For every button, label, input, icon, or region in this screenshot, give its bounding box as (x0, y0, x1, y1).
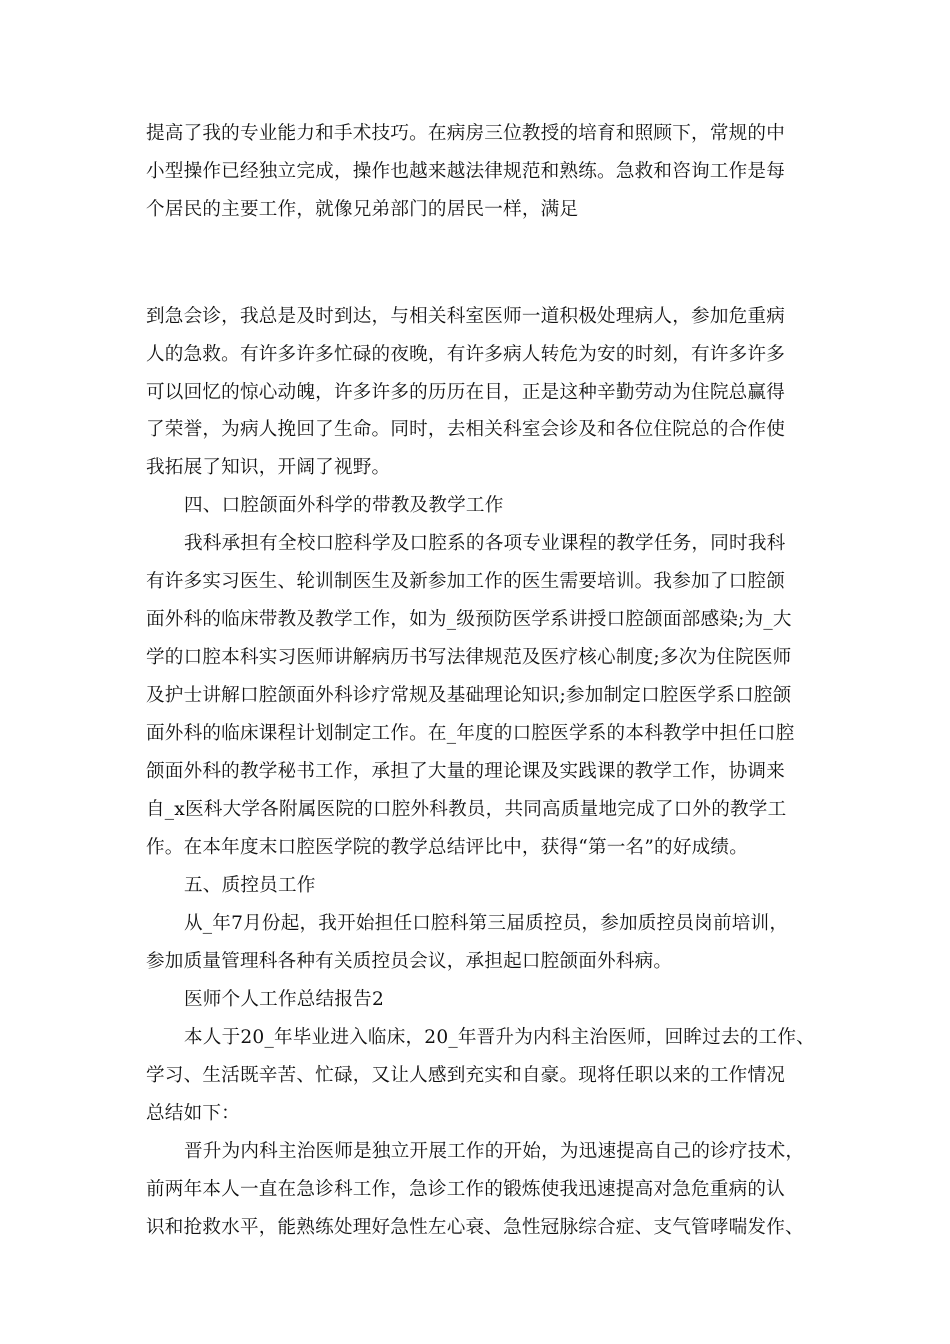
report-title: 医师个人工作总结报告2 (184, 989, 384, 1010)
text-line: 本人于20_年毕业进入临床，20_年晋升为内科主治医师，回眸过去的工作、 (184, 1027, 815, 1048)
text-line: 及护士讲解口腔颌面外科诊疗常规及基础理论知识;参加制定口腔医学系口腔颌 (146, 685, 792, 706)
text-line: 学的口腔本科实习医师讲解病历书写法律规范及医疗核心制度;多次为住院医师 (146, 647, 792, 668)
text-line: 人的急救。有许多许多忙碌的夜晚，有许多病人转危为安的时刻，有许多许多 (146, 344, 785, 365)
text-line: 总结如下： (146, 1103, 240, 1124)
text-line: 小型操作已经独立完成，操作也越来越法律规范和熟练。急救和咨询工作是每 (146, 161, 785, 182)
text-line: 我科承担有全校口腔科学及口腔系的各项专业课程的教学任务，同时我科 (184, 533, 786, 554)
text-line: 自_x医科大学各附属医院的口腔外科教员，共同高质量地完成了口外的教学工 (146, 799, 787, 820)
text-line: 颌面外科的教学秘书工作，承担了大量的理论课及实践课的教学工作，协调来 (146, 761, 785, 782)
text-line: 提高了我的专业能力和手术技巧。在病房三位教授的培育和照顾下，常规的中 (146, 123, 785, 144)
text-line: 面外科的临床带教及教学工作，如为_级预防医学系讲授口腔颌面部感染;为_大 (146, 609, 792, 630)
text-line: 我拓展了知识，开阔了视野。 (146, 457, 391, 478)
text-line: 个居民的主要工作，就像兄弟部门的居民一样，满足 (146, 199, 579, 220)
text-line: 前两年本人一直在急诊科工作，急诊工作的锻炼使我迅速提高对急危重病的认 (146, 1179, 785, 1200)
text-line: 有许多实习医生、轮训制医生及新参加工作的医生需要培训。我参加了口腔颌 (146, 571, 785, 592)
text-line: 晋升为内科主治医师是独立开展工作的开始，为迅速提高自己的诊疗技术， (184, 1141, 805, 1162)
text-line: 到急会诊，我总是及时到达，与相关科室医师一道积极处理病人，参加危重病 (146, 306, 785, 327)
text-line: 了荣誉，为病人挽回了生命。同时，去相关科室会诊及和各位住院总的合作使 (146, 419, 785, 440)
text-line: 从_年7月份起，我开始担任口腔科第三届质控员，参加质控员岗前培训， (184, 913, 789, 934)
text-line: 面外科的临床课程计划制定工作。在_年度的口腔医学系的本科教学中担任口腔 (146, 723, 795, 744)
text-line: 可以回忆的惊心动魄，许多许多的历历在目，正是这种辛勤劳动为住院总赢得 (146, 382, 785, 403)
text-line: 学习、生活既辛苦、忙碌，又让人感到充实和自豪。现将任职以来的工作情况 (146, 1065, 785, 1086)
section-heading: 四、口腔颌面外科学的带教及教学工作 (184, 495, 504, 516)
section-heading: 五、质控员工作 (184, 875, 316, 896)
text-line: 参加质量管理科各种有关质控员会议，承担起口腔颌面外科病。 (146, 951, 673, 972)
text-line: 识和抢救水平，能熟练处理好急性左心衰、急性冠脉综合症、支气管哮喘发作、 (146, 1217, 804, 1238)
text-line: 作。在本年度末口腔医学院的教学总结评比中，获得“第一名”的好成绩。 (146, 837, 749, 858)
